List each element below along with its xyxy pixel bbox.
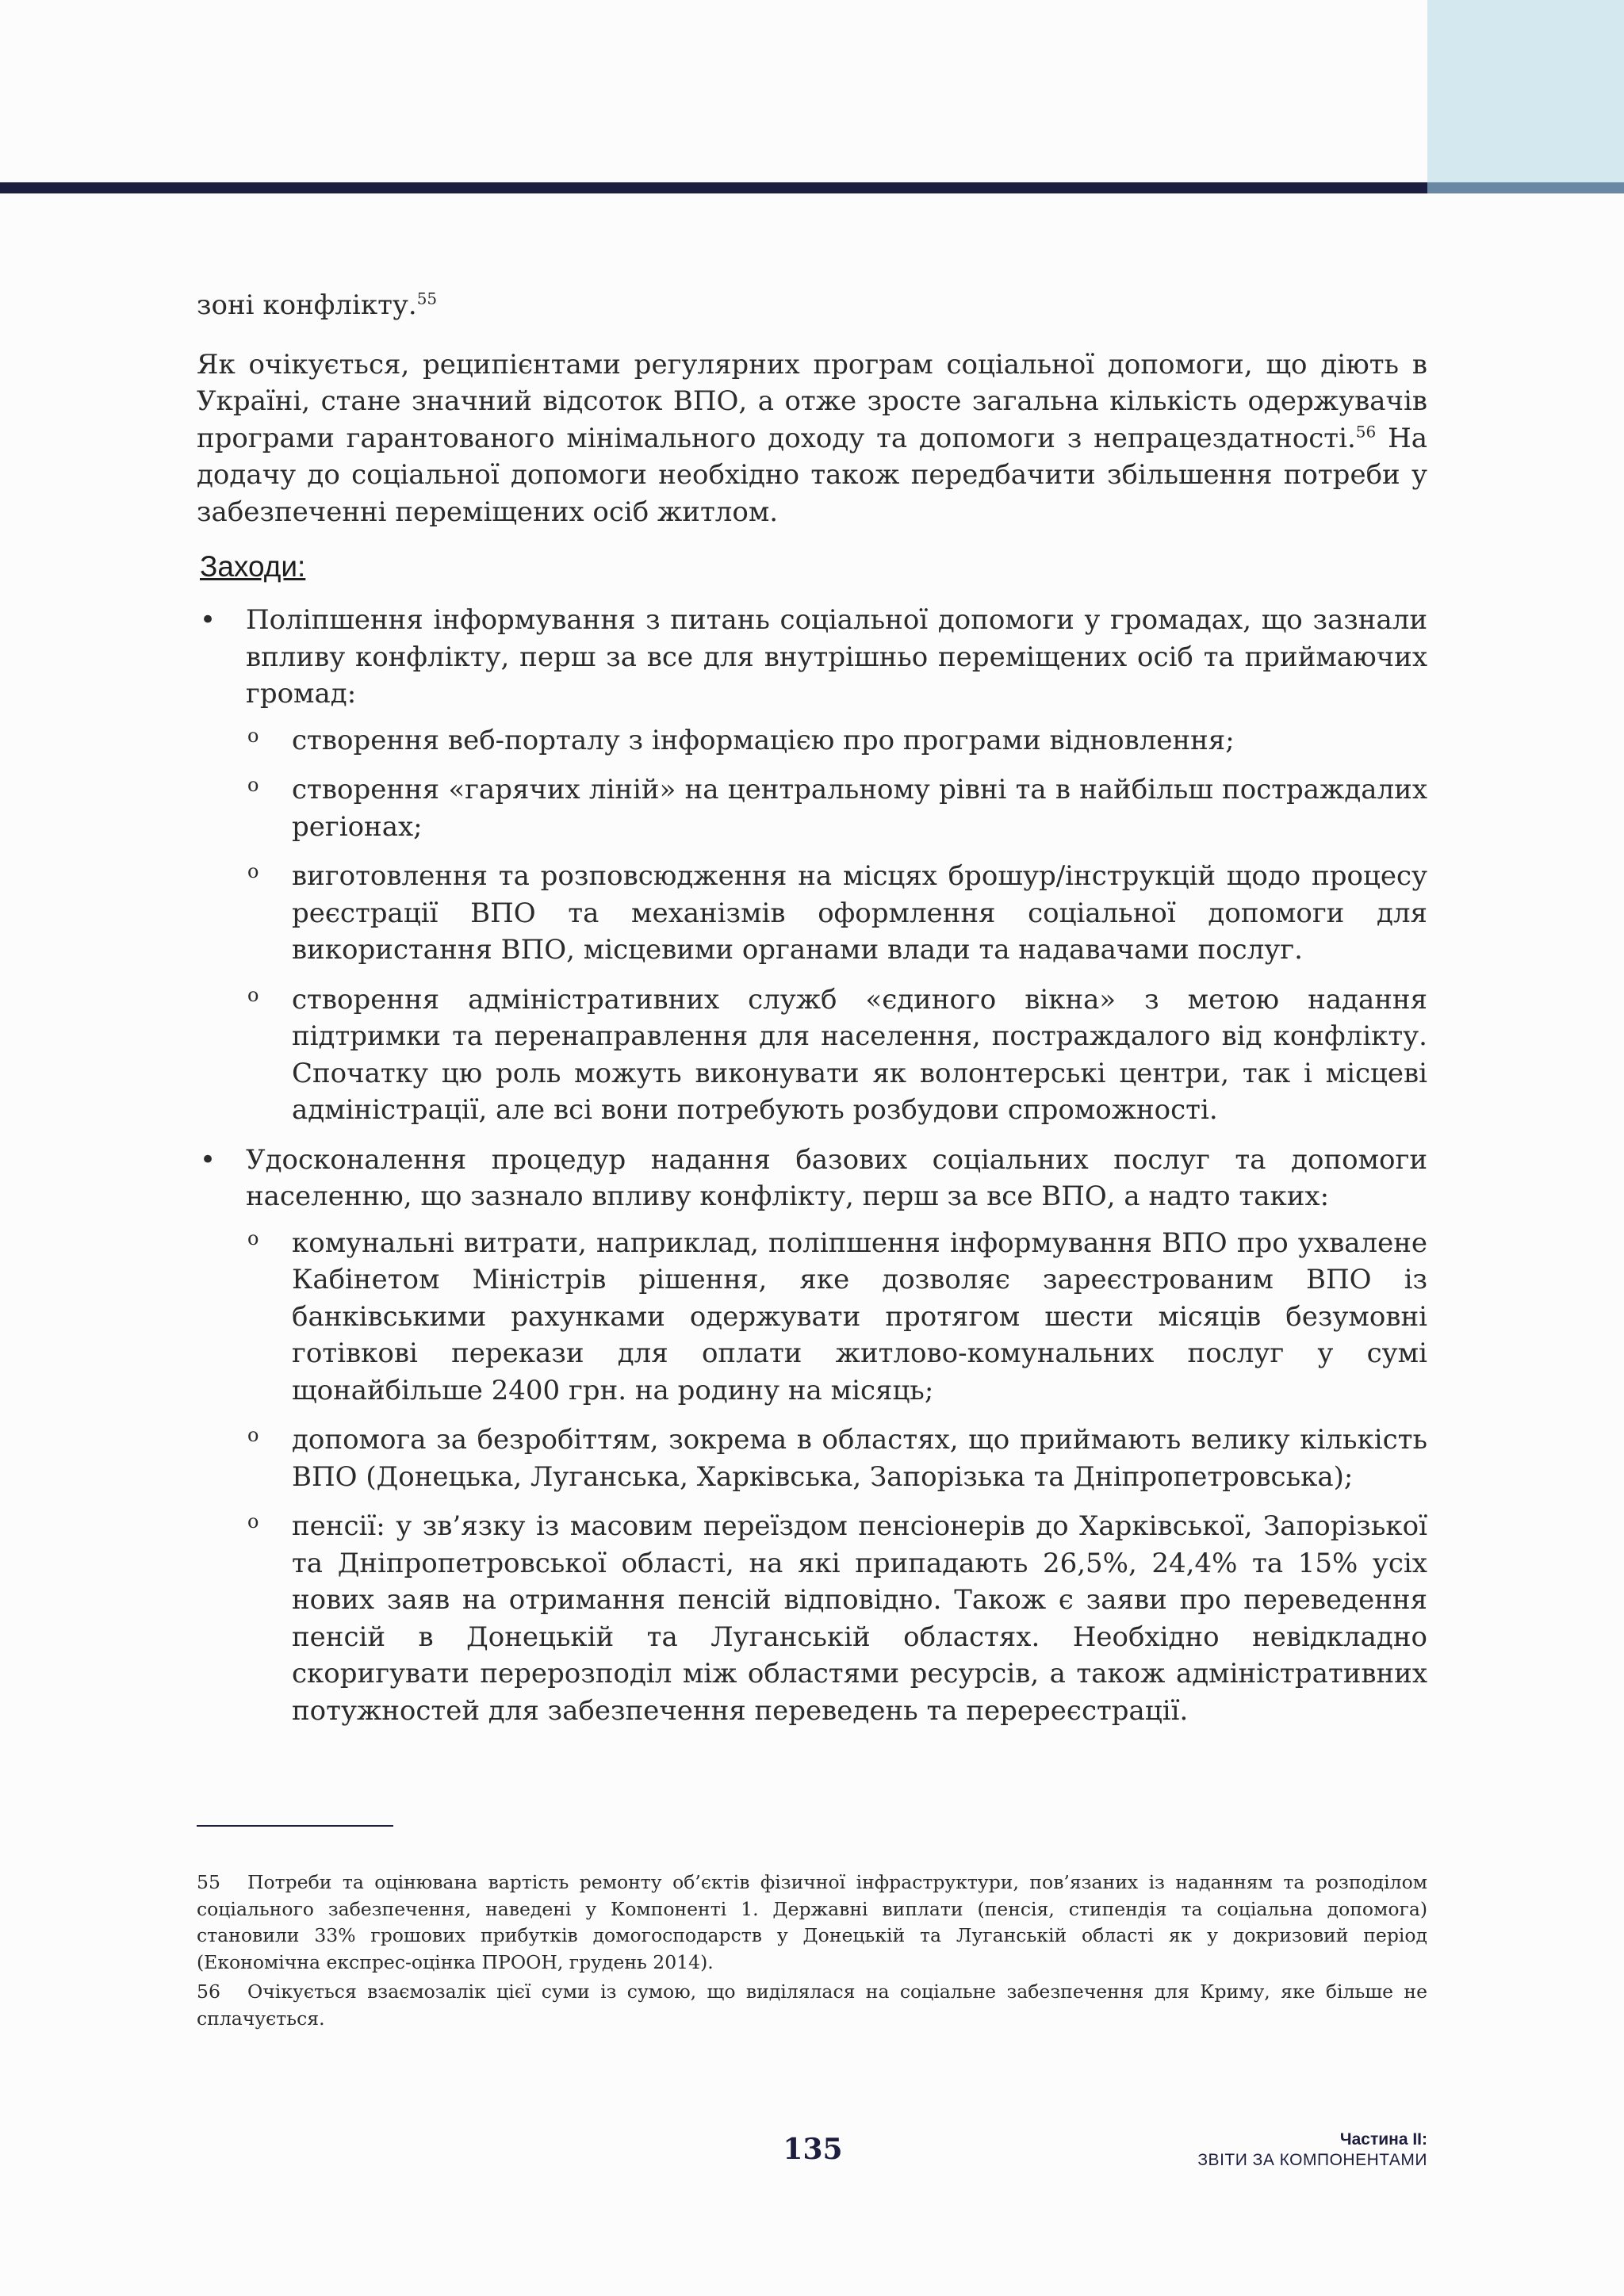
header-rule-accent bbox=[1427, 182, 1624, 193]
footnote-ref-56[interactable]: 56 bbox=[1355, 422, 1377, 442]
sub-measure-item: o пенсії: у зв’язку із масовим переїздом пенсіонерів до Харківської, Запорізької та Дніпропетровської області, на які припадають 26,5%, 24,4% та 15% усіх нових заяв на отримання пенсій відповідно. Також є заяви про переведення пенсій в Донецькій та Луганській областях. Необхідно невідкладно скоригувати перерозподіл між областями ресурсів, а також адміністративних потужностей для забезпечення переведень та перереєстрації. bbox=[246, 1508, 1427, 1729]
sub-bullet-icon: o bbox=[247, 983, 259, 1006]
measure-text: Удосконалення процедур надання базових соціальних послуг та допомоги населенню, що зазнало впливу конфлікту, перш за все ВПО, а надто таких: bbox=[246, 1143, 1427, 1212]
footnotes bbox=[197, 1869, 1427, 2035]
measure-item bbox=[197, 602, 1427, 1129]
page-number: 135 bbox=[783, 2133, 843, 2166]
section-label: ЗВІТИ ЗА КОМПОНЕНТАМИ bbox=[1197, 2151, 1427, 2169]
sub-measure-item: o створення веб-порталу з інформацією про програми відновлення; bbox=[246, 722, 1427, 760]
footnote-number: 56 bbox=[197, 1980, 220, 2003]
footnote-text: Потреби та оцінювана вартість ремонту об’єктів фізичної інфраструктури, пов’язаних із наданням та розподілом соціального забезпечення, наведені у Компоненті 1. Державні виплати (пенсія, стипендія та соціальна допомога) становили 33% грошових прибутків домогосподарств у Донецькій та Луганській області як у докризовий період (Економічна експрес-оцінка ПРООН, грудень 2014). bbox=[197, 1871, 1427, 1973]
footnote-text: Очікується взаємозалік цієї суми із сумою, що виділялася на соціальне забезпечення для Криму, яке більше не сплачується. bbox=[197, 1980, 1427, 2030]
footnote-number: 55 bbox=[197, 1871, 220, 1893]
sub-bullet-icon: o bbox=[247, 1510, 259, 1533]
sub-measure-item: o комунальні витрати, наприклад, поліпшення інформування ВПО про ухвалене Кабінетом Міністрів рішення, яке дозволяє зареєстрованим ВПО із банківськими рахунками одержувати протягом шести місяців безумовні готівкові перекази для оплати житлово-комунальних послуг у сумі щонайбільше 2400 грн. на родину на місяць; bbox=[246, 1225, 1427, 1410]
footnote-56 bbox=[197, 1979, 1427, 2032]
footnote-ref-55[interactable]: 55 bbox=[416, 289, 438, 308]
sub-measure-item: o створення «гарячих ліній» на центральному рівні та в найбільш постраждалих регіонах; bbox=[246, 771, 1427, 845]
sub-bullet-icon: o bbox=[247, 724, 259, 747]
sub-measures-list bbox=[246, 1225, 1427, 1730]
measures-list bbox=[197, 602, 1427, 1729]
bullet-icon: • bbox=[200, 604, 216, 636]
footnote-55 bbox=[197, 1869, 1427, 1976]
measures-heading: Заходи: bbox=[200, 550, 306, 583]
footnote-separator bbox=[197, 1825, 393, 1827]
continued-paragraph: зоні конфлікту.$^{55}$ bbox=[197, 289, 438, 321]
sub-measure-item: o створення адміністративних служб «єдиного вікна» з метою надання підтримки та перенаправлення для населення, постраждалого від конфлікту. Спочатку цю роль можуть виконувати як волонтерські центри, так і місцеві адміністрації, але всі вони потребують розбудови спроможності. bbox=[246, 982, 1427, 1129]
sub-measure-item: o виготовлення та розповсюдження на місцях брошур/інструкцій щодо процесу реєстрації ВПО та механізмів оформлення соціальної допомоги для використання ВПО, місцевими органами влади та надавачами послуг. bbox=[246, 858, 1427, 969]
sub-bullet-icon: o bbox=[247, 1424, 259, 1446]
header-corner-block bbox=[1427, 0, 1624, 182]
sub-bullet-icon: o bbox=[247, 774, 259, 796]
bullet-icon: • bbox=[200, 1143, 216, 1176]
measure-text: Поліпшення інформування з питань соціальної допомоги у громадах, що зазнали впливу конфлікту, перш за все для внутрішньо переміщених осіб та приймаючих громад: bbox=[246, 604, 1427, 710]
sub-bullet-icon: o bbox=[247, 860, 259, 882]
running-footer bbox=[1197, 2130, 1427, 2171]
sub-measures-list bbox=[246, 722, 1427, 1129]
part-label: Частина II: bbox=[1339, 2130, 1427, 2149]
header-rule bbox=[0, 182, 1427, 193]
measure-item bbox=[197, 1142, 1427, 1730]
sub-bullet-icon: o bbox=[247, 1226, 259, 1249]
intro-paragraph: Як очікується, реципієнтами регулярних програм соціальної допомоги, що діють в Україні, стане значний відсоток ВПО, а отже зросте загальна кількість одержувачів програми гарантованого мінімального доходу та допомоги з непрацездатності.$^{56}$ На додачу до соціальної допомоги необхідно також передбачити збільшення потреби у забезпеченні переміщених осіб житлом. bbox=[197, 348, 1427, 528]
sub-measure-item: o допомога за безробіттям, зокрема в областях, що приймають велику кількість ВПО (Донецька, Луганська, Харківська, Запорізька та Дніпропетровська); bbox=[246, 1422, 1427, 1495]
main-content bbox=[197, 287, 1427, 1742]
